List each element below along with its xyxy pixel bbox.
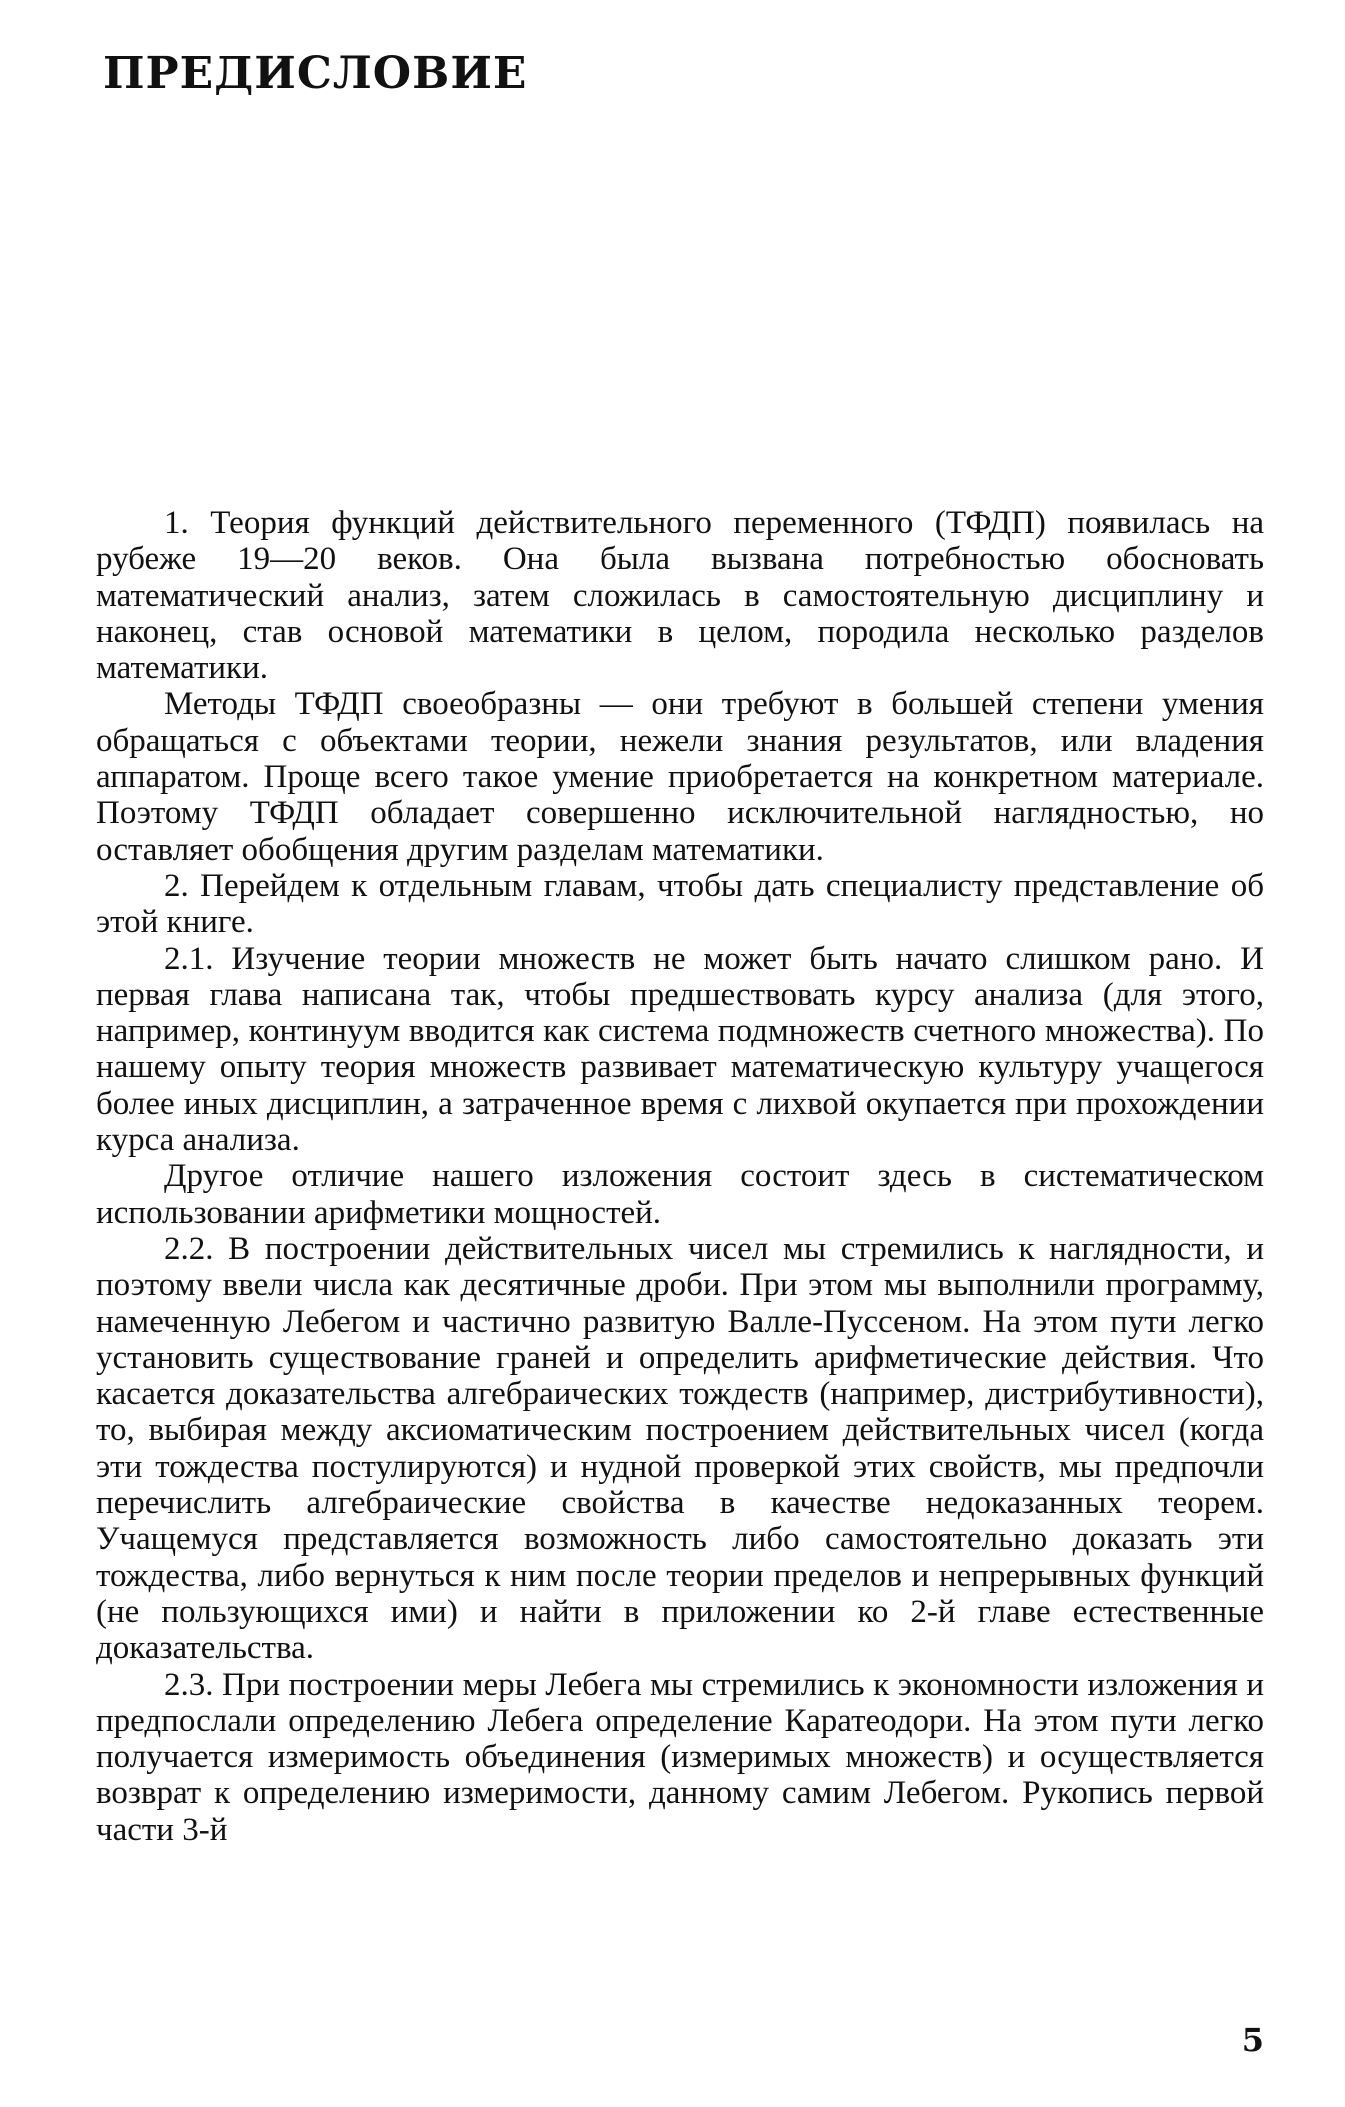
paragraph-2-3: 2.3. При построении меры Лебега мы стремились к экономности изложения и предпослали определению Лебега определение Каратеодори. На этом пути легко получается измеримость объединения (измеримых множеств) и осуществляется возврат к определению измеримости, данному самим Лебегом. Рукопись первой части 3-й <box>96 1666 1264 1848</box>
paragraph-2-2: 2.2. В построении действительных чисел мы стремились к наглядности, и поэтому ввели числа как десятичные дроби. При этом мы выполнили программу, намеченную Лебегом и частично развитую Валле-Пуссеном. На этом пути легко установить существование граней и определить арифметические действия. Что касается доказательства алгебраических тождеств (например, дистрибутивности), то, выбирая между аксиоматическим построением действительных чисел (когда эти тождества постулируются) и нудной проверкой этих свойств, мы предпочли перечислить алгебраические свойства в качестве недоказанных теорем. Учащемуся представляется возможность либо самостоятельно доказать эти тождества, либо вернуться к ним после теории пределов и непрерывных функций (не пользующихся ими) и найти в приложении ко 2-й главе естественные доказательства. <box>96 1230 1264 1667</box>
page-number: 5 <box>1241 2021 1264 2059</box>
paragraph-2: 2. Перейдем к отдельным главам, чтобы дать специалисту представление об этой книге. <box>96 867 1264 941</box>
paragraph-methods: Методы ТФДП своеобразны — они требуют в большей степени умения обращаться с объектами теории, нежели знания результатов, или владения аппаратом. Проще всего такое умение приобретается на конкретном материале. Поэтому ТФДП обладает совершенно исключительной наглядностью, но оставляет обобщения другим разделам математики. <box>96 686 1264 868</box>
page-title: ПРЕДИСЛОВИЕ <box>103 48 528 99</box>
paragraph-2-1: 2.1. Изучение теории множеств не может быть начато слишком рано. И первая глава написана так, чтобы предшествовать курсу анализа (для этого, например, континуум вводится как система подмножеств счетного множества). По нашему опыту теория множеств развивает математическую культуру учащегося более иных дисциплин, а затраченное время с лихвой окупается при прохождении курса анализа. <box>96 940 1264 1159</box>
body-text <box>96 505 1264 1848</box>
paragraph-cardinal-arithmetic: Другое отличие нашего изложения состоит здесь в систематическом использовании арифметики мощностей. <box>96 1158 1264 1231</box>
paragraph-1: 1. Теория функций действительного переменного (ТФДП) появилась на рубеже 19—20 веков. Она была вызвана потребностью обосновать математический анализ, затем сложилась в самостоятельную дисциплину и наконец, став основой математики в целом, породила несколько разделов математики. <box>96 505 1264 687</box>
